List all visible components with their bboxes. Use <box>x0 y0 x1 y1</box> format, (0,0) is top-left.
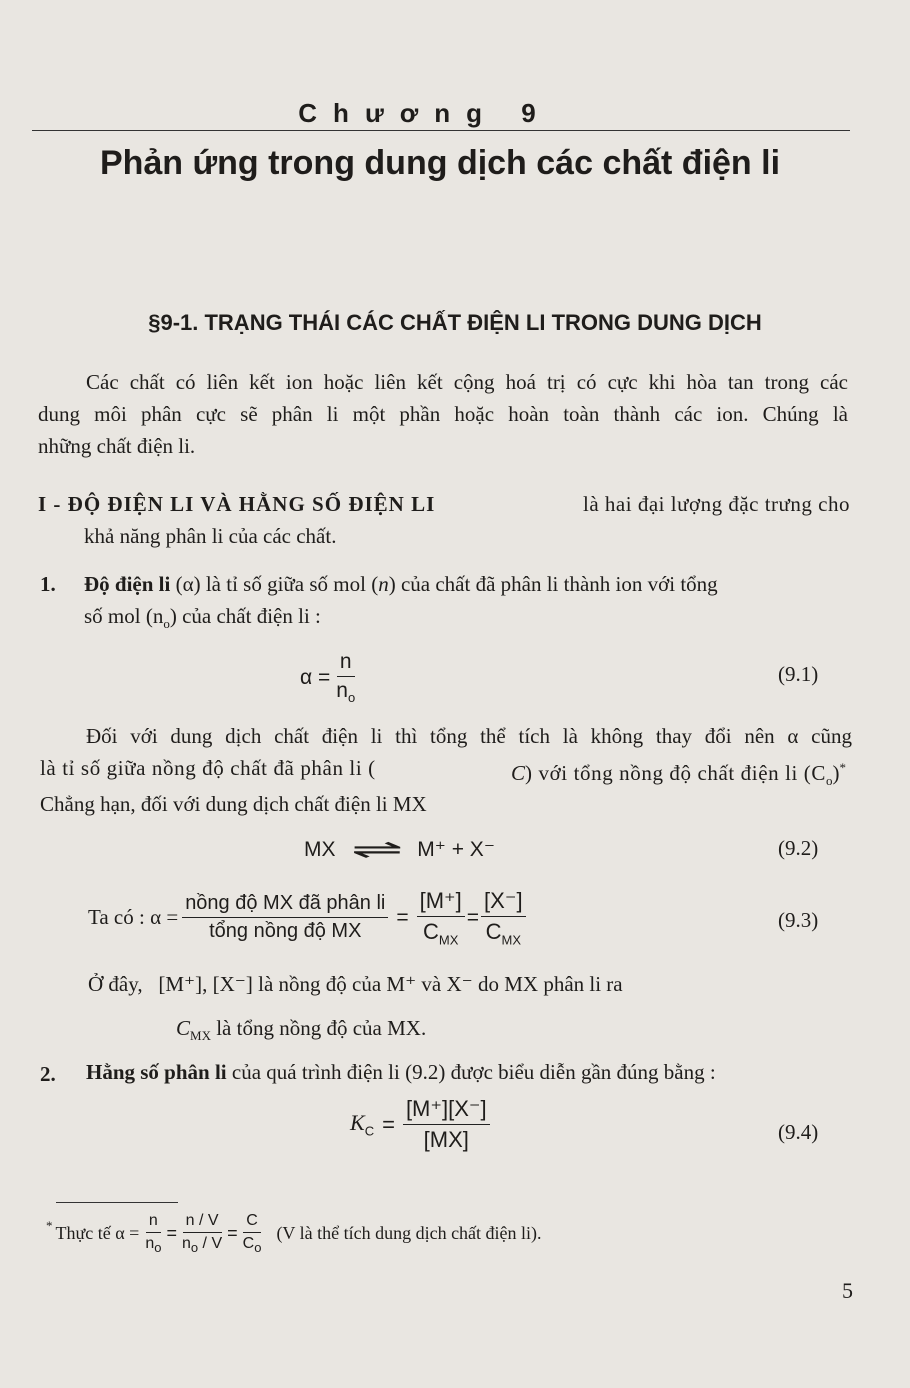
equation-9-4 <box>350 1096 490 1153</box>
para2-line-3: Chẳng hạn, đối với dung dịch chất điện li MX <box>40 792 427 816</box>
eq93-f3-den <box>483 917 524 947</box>
item2-rest: của quá trình điện li (9.2) được biểu diễn gần đúng bằng : <box>231 1060 716 1084</box>
note-line-2 <box>176 1012 426 1052</box>
eq93-f2-num: [M⁺] <box>417 888 465 917</box>
equation-number-9-2: (9.2) <box>778 836 819 860</box>
eq93-fraction-3 <box>481 888 526 947</box>
eq93-equals-1: = <box>396 905 409 929</box>
part1-rest: là hai đại lượng đặc trưng cho <box>583 492 850 516</box>
footnote-f3-den-sub: o <box>254 1240 262 1256</box>
item1-term: Độ điện li <box>84 572 171 596</box>
note-line-1 <box>88 968 623 1000</box>
footnote-f1-den <box>142 1233 164 1255</box>
item1-number: 1. <box>40 572 56 596</box>
equilibrium-arrow-icon: ⇌ <box>350 834 403 864</box>
footnote-f3-den-main: C <box>242 1235 255 1252</box>
footnote-fraction-2 <box>179 1212 225 1255</box>
item1-text-b: ) của chất đã phân li thành ion với tổng <box>388 572 718 596</box>
footnote-f3-num: C <box>243 1212 261 1233</box>
footnote-f1-den-main: n <box>145 1235 155 1252</box>
note-line2-sub: MX <box>190 1028 211 1044</box>
page-number: 5 <box>842 1278 853 1303</box>
para2-footnote-star: * <box>839 760 846 775</box>
para2-line2-sub: o <box>826 773 833 789</box>
eq93-f1-num: nồng độ MX đã phân li <box>182 892 388 918</box>
intro-line-3: những chất điện li. <box>38 434 196 458</box>
footnote <box>46 1212 542 1255</box>
part1-heading: I - ĐỘ ĐIỆN LI VÀ HẰNG SỐ ĐIỆN LI <box>38 492 436 516</box>
eq93-prefix: Ta có : α = <box>88 905 179 930</box>
equation-9-1 <box>300 650 358 705</box>
eq91-fraction <box>333 650 358 705</box>
part1-line-1 <box>38 488 850 520</box>
eq93-f2-den-sub: MX <box>438 932 459 948</box>
footnote-f1-num: n <box>146 1212 161 1233</box>
item1-text-n: n <box>378 572 389 596</box>
item2-number: 2. <box>40 1062 56 1086</box>
eq94-lhs-k: K <box>350 1110 365 1136</box>
footnote-equals-2: = <box>227 1223 238 1244</box>
footnote-f2-num: n / V <box>183 1212 222 1233</box>
footnote-lead: Thực tế α = <box>55 1223 140 1244</box>
equation-9-2 <box>304 834 495 865</box>
item1-line2-a: số mol (n <box>84 604 164 628</box>
intro-line-2: dung môi phân cực sẽ phân li một phần hoặc hoàn toàn thành các ion. Chúng là <box>38 402 848 426</box>
eq91-den-main: n <box>336 679 348 702</box>
note-line2-c: C <box>176 1016 191 1040</box>
eq94-den: [MX] <box>423 1127 469 1152</box>
item1-text-a: (α) là tỉ số giữa số mol ( <box>175 572 379 596</box>
para2-line-1: Đối với dung dịch chất điện li thì tổng thể tích là không thay đổi nên α cũng <box>86 724 852 748</box>
item1-line2-sub: o <box>163 616 170 632</box>
chapter-label: Chương 9 <box>298 98 552 128</box>
eq93-f2-den-main: C <box>423 919 439 944</box>
eq94-lhs-sub: C <box>364 1123 375 1139</box>
note-line2-b: là tổng nồng độ của MX. <box>210 1016 427 1040</box>
eq94-num: [M⁺][X⁻] <box>403 1096 490 1125</box>
footnote-f2-den-main: n <box>181 1235 191 1252</box>
section-title: §9-1. TRẠNG THÁI CÁC CHẤT ĐIỆN LI TRONG DUNG DỊCH <box>148 310 762 335</box>
eq93-f3-den-main: C <box>485 919 502 944</box>
eq94-equals: = <box>382 1111 395 1137</box>
item2-term: Hằng số phân li <box>86 1060 227 1084</box>
eq92-right: M⁺ + X⁻ <box>417 838 495 861</box>
footnote-tail: (V là thể tích dung dịch chất điện li). <box>276 1223 542 1244</box>
eq92-left: MX <box>304 837 336 861</box>
chapter-divider <box>32 130 850 131</box>
equation-9-3 <box>88 888 526 947</box>
item1-line-2 <box>84 600 321 640</box>
eq93-f2-den <box>420 917 461 947</box>
eq94-fraction <box>403 1096 490 1153</box>
equation-number-9-3: (9.3) <box>778 908 819 932</box>
note-line1-b: [M⁺], [X⁻] là nồng độ của M⁺ và X⁻ do MX phân li ra <box>158 972 623 996</box>
footnote-f3-den <box>240 1233 265 1255</box>
footnote-f2-den-tail: / V <box>198 1235 223 1252</box>
footnote-fraction-3 <box>240 1212 265 1255</box>
eq93-f1-den: tổng nồng độ MX <box>209 920 362 943</box>
chapter-title: Phản ứng trong dung dịch các chất điện li <box>99 144 781 182</box>
footnote-f2-den <box>179 1233 225 1255</box>
footnote-divider <box>56 1202 178 1203</box>
footnote-f2-den-sub: o <box>190 1240 199 1256</box>
eq93-equals-2: = <box>466 905 480 929</box>
para2-line2-end: ) <box>832 761 840 785</box>
footnote-fraction-1 <box>142 1212 164 1255</box>
eq91-lhs: α = <box>300 665 331 689</box>
eq93-f3-den-sub: MX <box>501 932 521 948</box>
para2-line2-c: C <box>511 761 526 785</box>
eq91-num: n <box>337 650 355 677</box>
intro-line-1: Các chất có liên kết ion hoặc liên kết cộng hoá trị có cực khi hòa tan trong các <box>86 370 848 394</box>
item2-line <box>86 1056 716 1088</box>
equation-number-9-4: (9.4) <box>778 1120 819 1144</box>
eq94-lhs <box>350 1110 374 1138</box>
para2-line2-a: là tỉ số giữa nồng độ chất đã phân li ( <box>40 756 376 780</box>
eq91-den-sub: o <box>347 690 356 706</box>
footnote-equals-1: = <box>166 1223 177 1244</box>
note-line1-a: Ở đây, <box>88 972 143 996</box>
part1-line-2: khả năng phân li của các chất. <box>84 524 337 548</box>
footnote-star: * <box>46 1218 53 1233</box>
footnote-f1-den-sub: o <box>154 1240 162 1256</box>
item1-line-1 <box>84 568 850 600</box>
equation-number-9-1: (9.1) <box>778 662 819 686</box>
eq91-den <box>333 677 358 705</box>
eq93-fraction-2 <box>417 888 465 947</box>
para2-line2-b: ) với tổng nồng độ chất điện li (C <box>525 761 826 785</box>
item1-line2-b: ) của chất điện li : <box>169 604 321 628</box>
eq93-f3-num: [X⁻] <box>481 888 526 917</box>
eq93-fraction-1 <box>182 892 388 943</box>
